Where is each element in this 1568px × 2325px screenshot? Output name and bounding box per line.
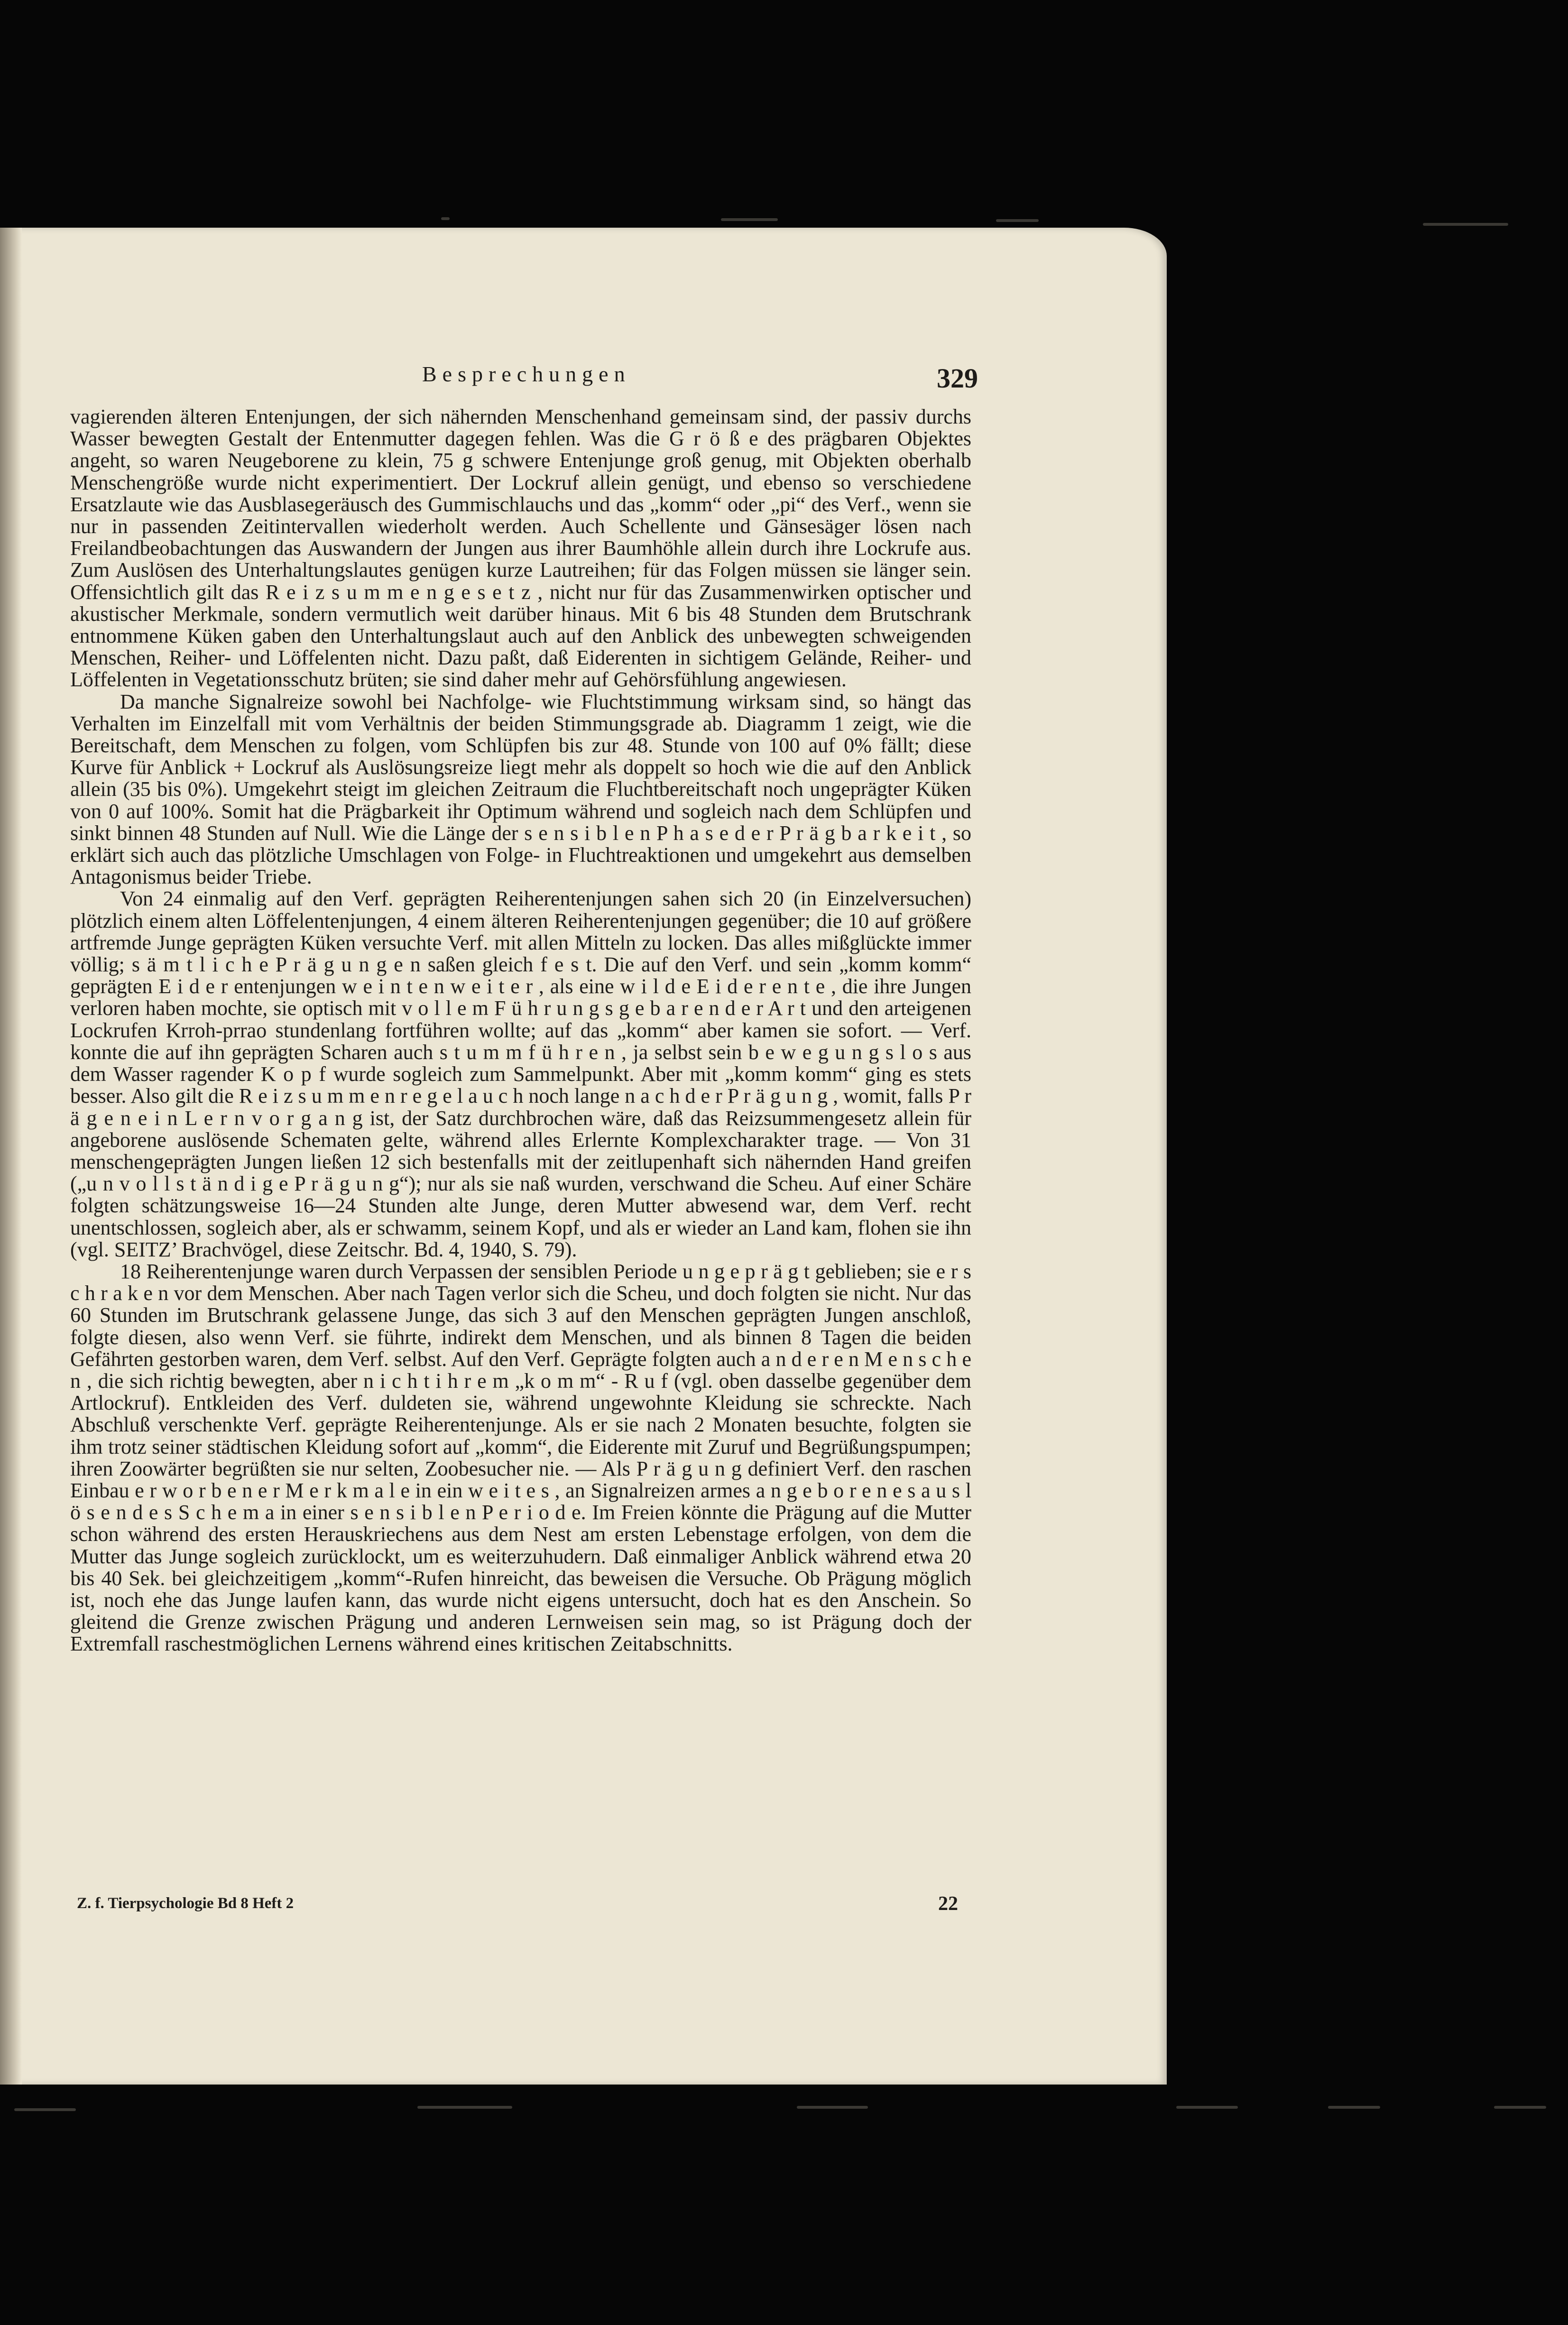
book-page — [0, 228, 1167, 2085]
paragraph-2: Da manche Signalreize sowohl bei Nachfolge- wie Fluchtstimmung wirksam sind, so hängt das Verhalten im Einzelfall mit vom Verhältnis der beiden Stimmungsgrade ab. Diagramm 1 zeigt, wie die Bereitschaft, dem Menschen zu folgen, vom Schlüpfen bis zur 48. Stunde von 100 auf 0% fällt; diese Kurve für Anblick + Lockruf als Auslösungsreize liegt mehr als doppelt so hoch wie die auf den Anblick allein (35 bis 0%). Umgekehrt steigt im gleichen Zeitraum die Fluchtbereitschaft noch ungeprägter Küken von 0 auf 100%. Somit hat die Prägbarkeit ihr Optimum während und sogleich nach dem Schlüpfen und sinkt binnen 48 Stunden auf Null. Wie die Länge der s e n s i b l e n P h a s e d e r P r ä g b a r k e i t , so erklärt sich auch das plötzliche Umschlagen von Folge- in Fluchtreaktionen und umgekehrt aus demselben Antagonismus beider Triebe. — [70, 690, 971, 889]
running-head: Besprechungen — [422, 362, 631, 386]
paragraph-4: 18 Reiherentenjunge waren durch Verpassen der sensiblen Periode u n g e p r ä g t geblieben; sie e r s c h r a k e n vor dem Menschen. Aber nach Tagen verlor sich die Scheu, und doch folgten sie nicht. Nur das 60 Stunden im Brutschrank gelassene Junge, das sich 3 auf den Menschen geprägten Jungen anschloß, folgte diesen, also wenn Verf. sie führte, indirekt dem Menschen, und als binnen 8 Tagen die beiden Gefährten gestorben waren, dem Verf. selbst. Auf den Verf. Geprägte folgten auch a n d e r e n M e n s c h e n , die sich richtig bewegten, aber n i c h t i h r e m „k o m m“ - R u f (vgl. oben dasselbe gegenüber dem Artlockruf). Entkleiden des Verf. duldeten sie, während ungewohnte Kleidung sie schreckte. Nach Abschluß verschenkte Verf. geprägte Reiherentenjunge. Als er sie nach 2 Monaten besuchte, folgten sie ihm trotz seiner städtischen Kleidung sofort auf „komm“, die Eiderente mit Zuruf und Begrüßungspumpen; ihren Zoowärter begrüßten sie nur selten, Zoobesucher nie. — Als P r ä g u n g definiert Verf. den raschen Einbau e r w o r b e n e r M e r k m a l e in ein w e i t e s , an Signalreizen armes a n g e b o r e n e s a u s l ö s e n d e s S c h e m a in einer s e n s i b l e n P e r i o d e. Im Freien könnte die Prägung auf die Mutter schon während des ersten Herauskriechens aus dem Nest am ersten Lebenstage erfolgen, von dem die Mutter das Junge sogleich zurücklockt, um es weiterzuhudern. Daß einmaliger Anblick während etwa 20 bis 40 Sek. bei gleichzeitigem „komm“-Rufen hinreicht, das beweisen die Versuche. Ob Prägung möglich ist, noch ehe das Junge laufen kann, das wurde nicht eigens untersucht, doch hat es den Anschein. So gleitend die Grenze zwischen Prägung und anderen Lernweisen sein mag, so ist Prägung doch der Extremfall raschestmöglichen Lernens während eines kritischen Zeitabschnitts. — [70, 1259, 971, 1656]
page-number: 329 — [937, 363, 978, 394]
paragraph-1: vagierenden älteren Entenjungen, der sich nähernden Menschenhand gemeinsam sind, der passiv durchs Wasser bewegten Gestalt der Entenmutter dagegen fehlen. Was die G r ö ß e des prägbaren Objektes angeht, so waren Neugeborene zu klein, 75 g schwere Entenjunge groß genug, mit Objekten oberhalb Menschengröße wurde nicht experimentiert. Der Lockruf allein genügt, und ebenso so verschiedene Ersatzlaute wie das Ausblasegeräusch des Gummischlauchs und das „komm“ oder „pi“ des Verf., wenn sie nur in passenden Zeitintervallen wiederholt werden. Auch Schellente und Gänsesäger lösen nach Freilandbeobachtungen das Auswandern der Jungen aus ihrer Baumhöhle allein durch ihre Lockrufe aus. Zum Auslösen des Unterhaltungslautes genügen kurze Lautreihen; für das Folgen müssen sie länger sein. Offensichtlich gilt das R e i z s u m m e n g e s e t z , nicht nur für das Zusammenwirken optischer und akustischer Merkmale, sondern vermutlich weit darüber hinaus. Mit 6 bis 48 Stunden dem Brutschrank entnommene Küken gaben den Unterhaltungslaut auch auf den Anblick des unbewegten schweigenden Menschen, Reiher- und Löffelenten nicht. Dazu paßt, daß Eiderenten in sichtigem Gelände, Reiher- und Löffelenten in Vegetationsschutz brüten; sie sind daher mehr auf Gehörsfühlung angewiesen. — [70, 405, 971, 692]
film-dust-mark — [417, 2106, 512, 2109]
film-dust-mark — [441, 217, 450, 220]
film-dust-mark — [996, 219, 1039, 222]
journal-signature: Z. f. Tierpsychologie Bd 8 Heft 2 — [77, 1895, 294, 1912]
body-text — [70, 406, 971, 1655]
film-dust-mark — [1423, 223, 1508, 226]
page-gutter-shadow — [0, 228, 22, 2085]
film-dust-mark — [1176, 2106, 1238, 2109]
sheet-number: 22 — [938, 1893, 958, 1915]
film-dust-mark — [1494, 2106, 1546, 2109]
film-dust-mark — [14, 2108, 76, 2111]
paragraph-3: Von 24 einmalig auf den Verf. geprägten Reiherentenjungen sahen sich 20 (in Einzelversuchen) plötzlich einem alten Löffelentenjungen, 4 einem älteren Reiherentenjungen gegenüber; die 10 auf größere artfremde Junge geprägten Küken versuchte Verf. mit allen Mitteln zu locken. Das alles mißglückte immer völlig; s ä m t l i c h e P r ä g u n g e n saßen gleich f e s t. Die auf den Verf. und sein „komm komm“ geprägten E i d e r entenjungen w e i n t e n w e i t e r , als eine w i l d e E i d e r e n t e , die ihre Jungen verloren haben mochte, sie optisch mit v o l l e m F ü h r u n g s g e b a r e n d e r A r t und den arteigenen Lockrufen Krroh-prrao stundenlang fortführen wollte; auf das „komm“ aber kamen sie sofort. — Verf. konnte die auf ihn geprägten Scharen auch s t u m m f ü h r e n , ja selbst sein b e w e g u n g s l o s aus dem Wasser ragender K o p f wurde sogleich zum Sammelpunkt. Aber mit „komm komm“ ging es stets besser. Also gilt die R e i z s u m m e n r e g e l a u c h noch lange n a c h d e r P r ä g u n g , womit, falls P r ä g e n e i n L e r n v o r g a n g ist, der Satz durchbrochen wäre, daß das Reizsummengesetz allein für angeborene auslösende Schematen gelte, während alles Erlernte Komplexcharakter trage. — Von 31 menschengeprägten Jungen ließen 12 sich bestenfalls mit der zeitlupenhaft sich nähernden Hand greifen („u n v o l l s t ä n d i g e P r ä g u n g“); nur als sie naß wurden, verschwand die Scheu. Auf einer Schäre folgten schätzungsweise 16—24 Stunden alte Junge, deren Mutter abwesend war, dem Verf. recht unentschlossen, sogleich aber, als er schwamm, seinem Kopf, und als er wieder an Land kam, flohen sie ihn (vgl. SEITZ’ Brachvögel, diese Zeitschr. Bd. 4, 1940, S. 79). — [70, 887, 971, 1261]
film-dust-mark — [721, 218, 778, 221]
film-dust-mark — [1328, 2106, 1380, 2109]
film-dust-mark — [797, 2106, 868, 2109]
